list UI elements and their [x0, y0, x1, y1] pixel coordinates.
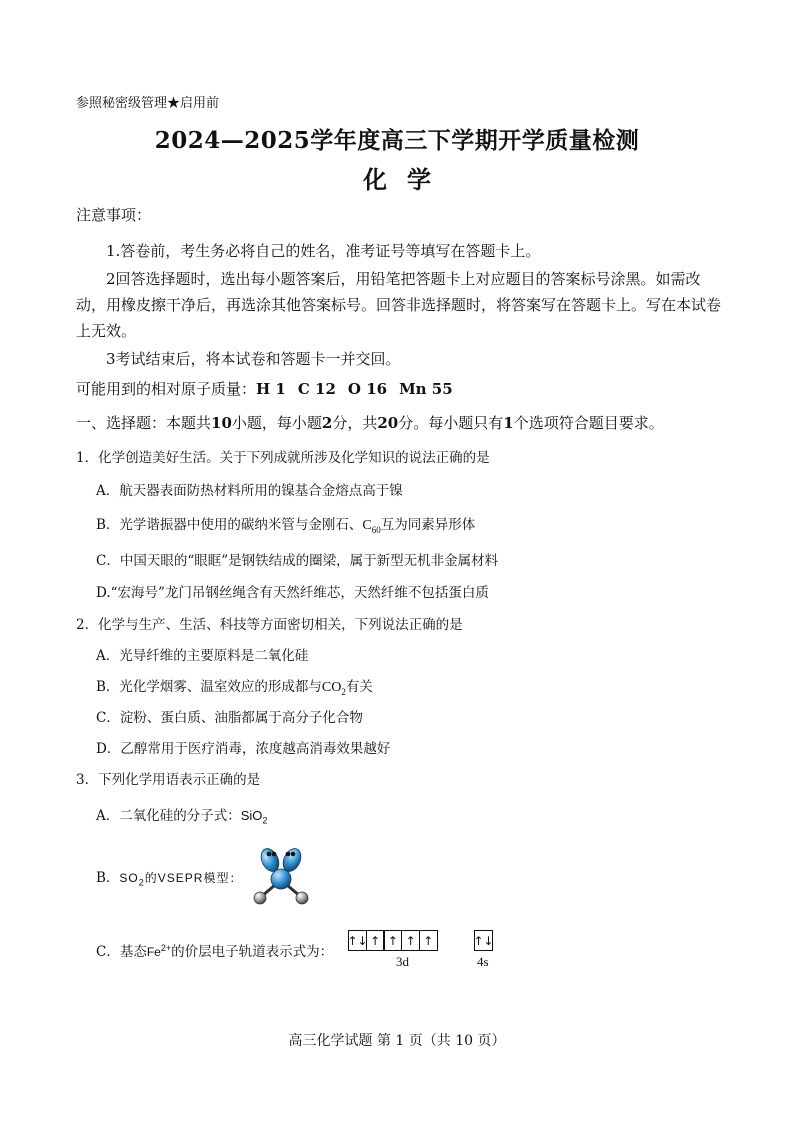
vsepr-model-icon — [248, 842, 316, 910]
mass-c: C 12 — [297, 380, 336, 398]
fe-charge: 2+ — [160, 943, 172, 953]
orbital-label-3d: 3d — [396, 954, 409, 969]
co2-subscript: 2 — [341, 686, 346, 697]
section-text: 分，共 — [332, 414, 378, 432]
orbital-box-3d-1: ↑↓ — [348, 930, 367, 951]
question-2-option-b — [96, 675, 373, 697]
fe2-ion — [147, 945, 171, 959]
question-1-stem: 1．化学创造美好生活。关于下列成就所涉及化学知识的说法正确的是 — [76, 450, 490, 466]
section-heading — [76, 412, 664, 433]
c60-symbol: C — [362, 518, 372, 533]
orbital-box-4s: ↑↓ — [474, 930, 493, 951]
subject-title: 化学 — [363, 165, 451, 194]
option-text: C．基态 — [96, 944, 147, 960]
orbital-box-3d-5: ↑ — [419, 930, 438, 951]
notice-item-1: 1.答卷前，考生务必将自己的姓名，准考证号等填写在答题卡上。 — [106, 242, 541, 260]
option-text: A．二氧化硅的分子式： — [96, 808, 241, 824]
question-2-option-a: A．光导纤维的主要原料是二氧化硅 — [96, 648, 309, 664]
section-count: 10 — [211, 414, 232, 432]
c60-formula — [362, 518, 380, 533]
sio2-formula — [240, 808, 268, 826]
orbital-diagram — [348, 930, 437, 951]
question-2-option-d: D．乙醇常用于医疗消毒，浓度越高消毒效果越好 — [96, 741, 391, 757]
notice-item-2: 2回答选择题时，选出每小题答案后，用铅笔把答题卡上对应题目的答案标号涂黑。如需改动，用橡皮擦干净后，再选涂其他答案标号。回答非选择题时，将答案写在答题卡上。写在本试卷上无效。 — [76, 270, 722, 340]
notice-heading: 注意事项： — [76, 206, 152, 224]
question-1-option-c: C．中国天眼的“眼眶”是钢铁结成的圈梁，属于新型无机非金属材料 — [96, 553, 499, 569]
option-text: 有关 — [345, 679, 373, 695]
mass-o: O 16 — [347, 380, 388, 398]
option-text: 的VSEPR模型： — [144, 871, 243, 885]
orbital-box-3d-3: ↑ — [383, 930, 402, 951]
section-text: 一、选择题：本题共 — [76, 414, 212, 432]
orbital-box-3d-2: ↑ — [366, 930, 385, 951]
co2-symbol: CO — [321, 680, 342, 695]
exam-title: 2024—2025学年度高三下学期开学质量检测 — [154, 127, 640, 154]
question-3-option-a — [96, 804, 267, 826]
notice-item-3: 3考试结束后，将本试卷和答题卡一并交回。 — [106, 350, 401, 368]
c60-subscript: 60 — [371, 524, 381, 535]
section-one: 1 — [503, 414, 514, 432]
fe-symbol: Fe — [146, 945, 161, 959]
confidential-label: 参照秘密级管理★启用前 — [76, 96, 220, 111]
section-text: 小题，每小题 — [231, 414, 322, 432]
atomic-mass-line — [76, 378, 465, 399]
question-1-option-b — [96, 513, 475, 535]
orbital-4s-boxes — [474, 930, 492, 951]
so2-formula — [119, 871, 145, 888]
question-2-option-c: C．淀粉、蛋白质、油脂都属于高分子化合物 — [96, 710, 363, 726]
mass-h: H 1 — [256, 380, 286, 398]
so2-symbol: SO — [119, 871, 139, 885]
question-3-option-b — [96, 866, 242, 887]
sio2-symbol: SiO — [240, 808, 263, 823]
atomic-mass-label: 可能用到的相对原子质量： — [76, 380, 257, 398]
option-text: B． — [96, 870, 120, 886]
co2-formula — [322, 680, 346, 695]
question-3-option-c — [96, 940, 333, 960]
so2-subscript: 2 — [138, 877, 145, 888]
section-text: 个选项符合题目要求。 — [513, 414, 664, 432]
section-text: 分。每小题只有 — [398, 414, 504, 432]
section-points: 2 — [321, 414, 333, 432]
sio2-subscript: 2 — [262, 815, 268, 826]
option-text: B．光化学烟雾、温室效应的形成都与 — [96, 679, 322, 695]
mass-mn: Mn 55 — [399, 380, 453, 398]
page-footer: 高三化学试题 第 1 页（共 10 页） — [288, 1033, 506, 1049]
option-text: B．光学谐振器中使用的碳纳米管与金刚石、 — [96, 517, 363, 533]
orbital-3d-boxes — [348, 930, 437, 951]
option-text: 的价层电子轨道表示式为： — [171, 944, 334, 960]
section-total: 20 — [377, 414, 399, 432]
question-1-option-d: D.“宏海号”龙门吊钢丝绳含有天然纤维芯，天然纤维不包括蛋白质 — [96, 585, 489, 601]
question-1-option-a: A．航天器表面防热材料所用的镍基合金熔点高于镍 — [96, 483, 403, 499]
orbital-label-4s: 4s — [477, 954, 489, 969]
question-2-stem: 2．化学与生产、生活、科技等方面密切相关，下列说法正确的是 — [76, 617, 463, 633]
orbital-box-3d-4: ↑ — [401, 930, 420, 951]
question-3-stem: 3．下列化学用语表示正确的是 — [76, 772, 261, 788]
option-text: 互为同素异形体 — [380, 517, 476, 533]
